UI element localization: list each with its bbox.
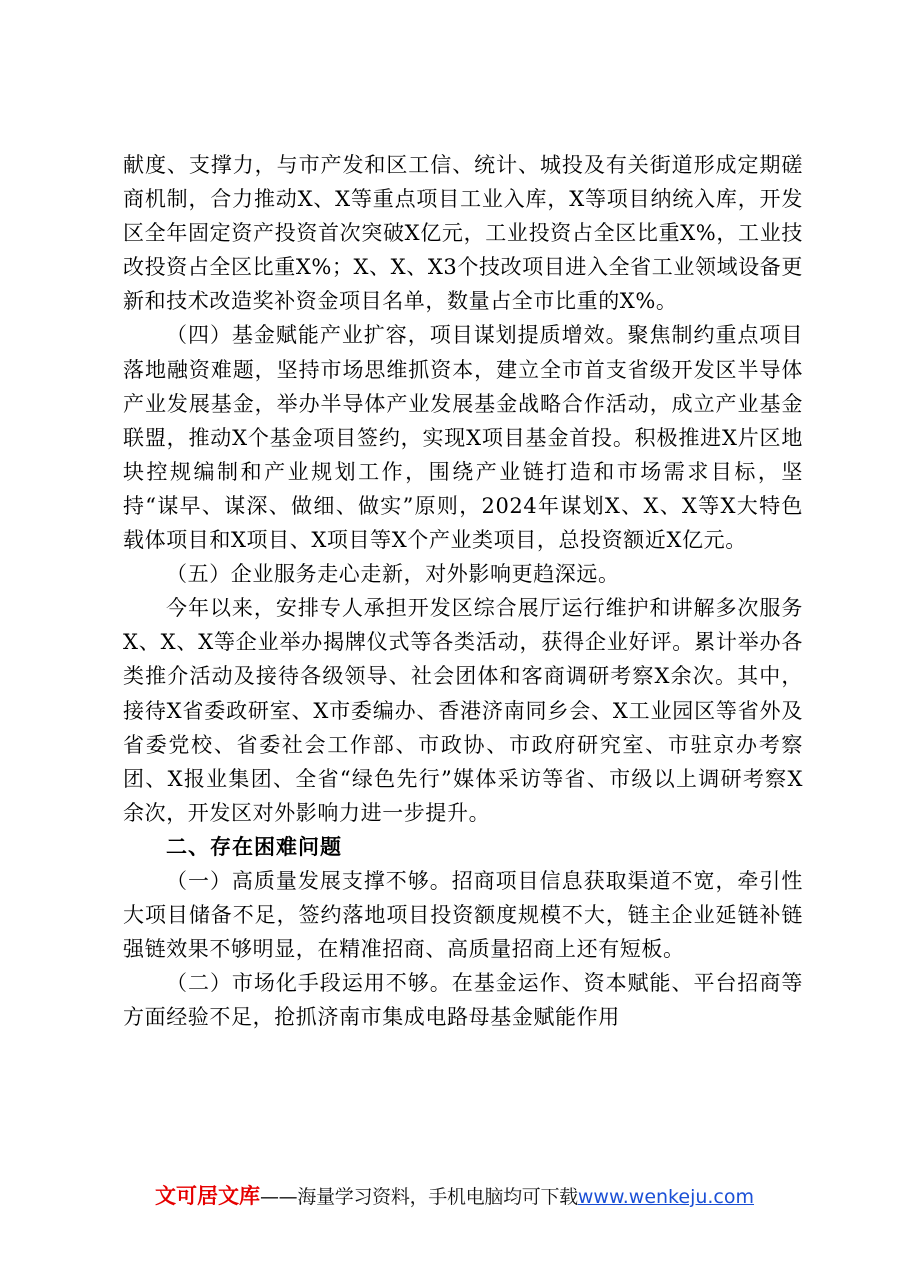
footer-tagline: ——海量学习资料，手机电脑均可下载 (259, 1186, 578, 1208)
footer-banner (0, 1183, 909, 1210)
footer-brand: 文可居文库 (154, 1184, 260, 1208)
paragraph-investment-summary: 献度、支撑力，与市产发和区工信、统计、城投及有关街道形成定期磋商机制，合力推动X、X等重点项目工业入库，X等项目纳统入库，开发区全年固定资产投资首次突破X亿元，工业投资占全区比重X%，工业技改投资占全区比重X%；X、X、X3个技改项目进入全省工业领域设备更新和技术改造奖补资金项目名单，数量占全市比重的X%。 (123, 153, 803, 314)
paragraph-enterprise-service-title: （五）企业服务走心走新，对外影响更趋深远。 (166, 562, 620, 587)
paragraph-fund-projects: （四）基金赋能产业扩容，项目谋划提质增效。聚焦制约重点项目落地融资难题，坚持市场思维抓资本，建立全市首支省级开发区半导体产业发展基金，举办半导体产业发展基金战略合作活动，成立产业基金联盟，推动X个基金项目签约，实现X项目基金首投。积极推进X片区地块控规编制和产业规划工作，围绕产业链打造和市场需求目标，坚持“谋早、谋深、做细、做实”原则，2024年谋划X、X、X等X大特色载体项目和X项目、X项目等X个产业类项目，总投资额近X亿元。 (123, 323, 803, 553)
paragraph-problem-one: （一）高质量发展支撑不够。招商项目信息获取渠道不宽，牵引性大项目储备不足，签约落地项目投资额度规模不大，链主企业延链补链强链效果不够明显，在精准招商、高质量招商上还有短板。 (123, 868, 803, 962)
document-body (123, 148, 803, 1034)
section-heading-problems: 二、存在困难问题 (166, 834, 342, 859)
paragraph-problem-two: （二）市场化手段运用不够。在基金运作、资本赋能、平台招商等方面经验不足，抢抓济南市集成电路母基金赋能作用 (123, 971, 803, 1030)
footer-link[interactable]: www.wenkeju.com (577, 1186, 755, 1208)
paragraph-enterprise-service: 今年以来，安排专人承担开发区综合展厅运行维护和讲解多次服务X、X、X等企业举办揭牌仪式等各类活动，获得企业好评。累计举办各类推介活动及接待各级领导、社会团体和客商调研考察X余次。其中，接待X省委政研室、X市委编办、香港济南同乡会、X工业园区等省外及省委党校、省委社会工作部、市政协、市政府研究室、市驻京办考察团、X报业集团、全省“绿色先行”媒体采访等省、市级以上调研考察X余次，开发区对外影响力进一步提升。 (123, 596, 803, 825)
